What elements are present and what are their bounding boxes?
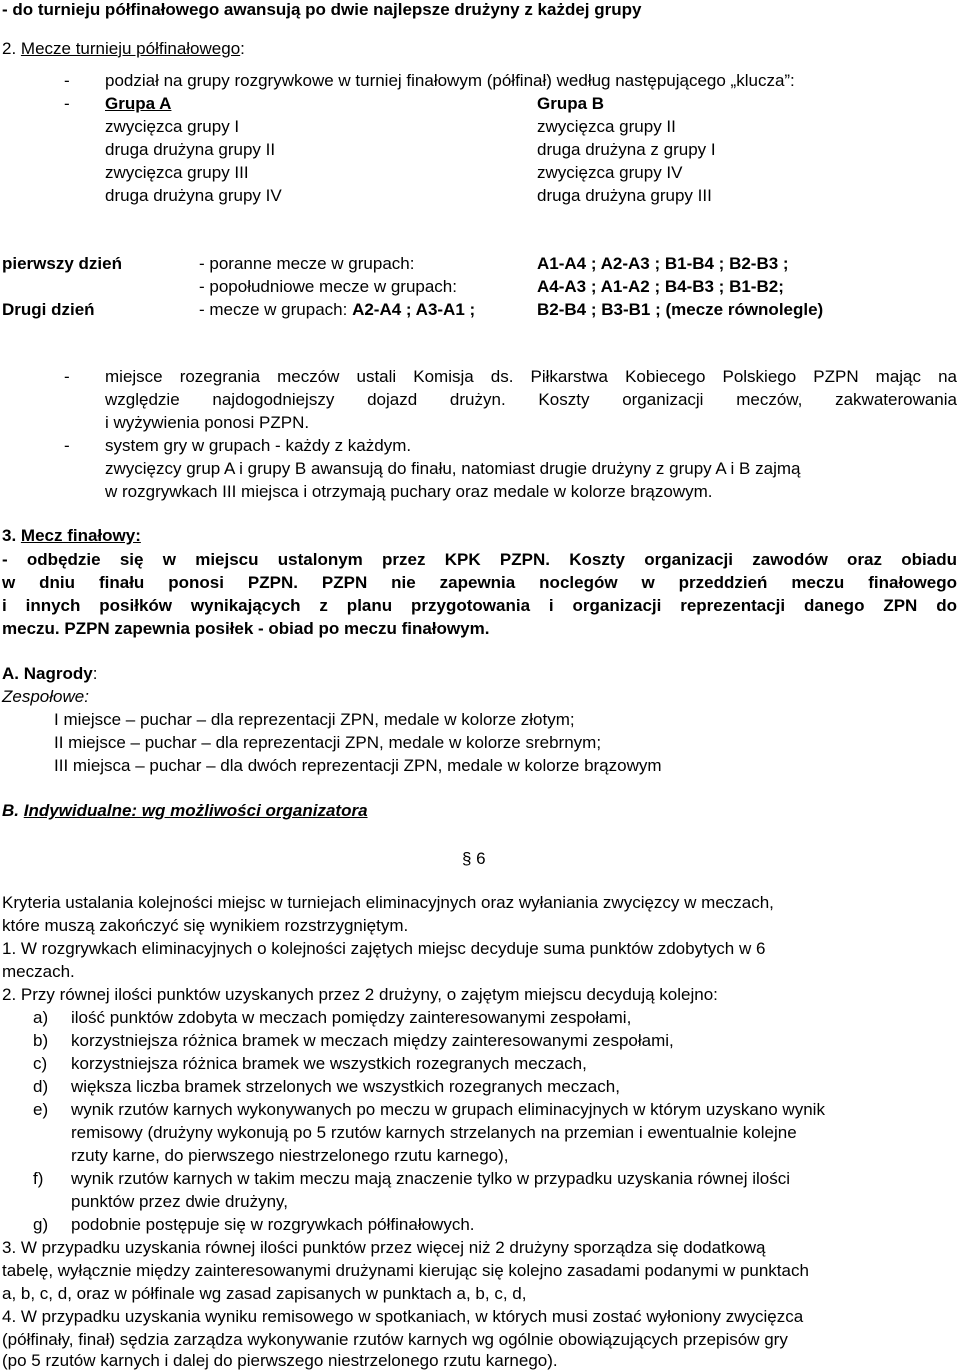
criteria-point-1: 1. W rozgrywkach eliminacyjnych o kolejności zajętych miejsc decyduje suma punktów zdobytych w 6 [2,939,766,958]
individual-prizes-heading [2,800,368,822]
venue-line: miejsce rozegrania meczów ustali Komisja ds. Piłkarstwa Kobiecego Polskiego PZPN mając na [105,367,957,386]
section-2-number: 2. [2,39,21,58]
criteria-intro: Kryteria ustalania kolejności miejsc w turniejach eliminacyjnych oraz wyłaniania zwycięzcy w meczach, [2,893,774,912]
group-a-item: druga drużyna grupy II [105,140,276,159]
lead-dash: - [64,71,70,90]
criteria-point-4: (półfinały, finał) sędzia zarządza wykonywanie rzutów karnych wg ogólnie obowiązujących przepisów gry [2,1330,788,1349]
prizes-heading [2,663,97,685]
criteria-item-label: d) [33,1077,49,1096]
day2-prefix: - mecze w grupach: [199,300,353,319]
afternoon-label: - popołudniowe mecze w grupach: [199,277,457,296]
section-3-number: 3. [2,526,21,545]
individual-prizes-number: B. [2,801,24,820]
group-a-title: Grupa A [105,94,172,113]
section-2-title: Mecze turnieju półfinałowego [20,39,241,58]
system-dash: - [64,436,70,455]
afternoon-games: A4-A3 ; A1-A2 ; B4-B3 ; B1-B2; [537,277,784,296]
criteria-item-text: ilość punktów zdobyta w meczach pomiędzy zainteresowanymi zespołami, [71,1008,632,1027]
criteria-item-text: wynik rzutów karnych wykonywanych po meczu w grupach eliminacyjnych w którym uzyskano wynik [71,1100,825,1119]
criteria-item-label: b) [33,1031,49,1050]
section-2-heading [2,38,245,60]
advance-line: zwycięzcy grup A i grupy B awansują do finału, natomiast drugie drużyny z grupy A i B zajmą [105,459,801,478]
prize-item: I miejsce – puchar – dla reprezentacji ZPN, medale w kolorze złotym; [54,710,575,729]
criteria-item-text: remisowy (drużyny wykonują po 5 rzutów karnych strzelanych na przemian i ewentualnie kolejne [71,1123,797,1142]
section-3-heading [2,525,141,547]
criteria-point-1: meczach. [2,962,75,981]
prize-item: II miejsce – puchar – dla reprezentacji ZPN, medale w kolorze srebrnym; [54,733,602,752]
criteria-item-text: korzystniejsza różnica bramek we wszystkich rozegranych meczach, [71,1054,587,1073]
venue-line: i wyżywienia ponosi PZPN. [105,413,310,432]
criteria-item-text: punktów przez dwie drużyny, [71,1192,289,1211]
day1-label: pierwszy dzień [2,254,122,273]
prizes-number: A. [2,664,24,683]
individual-prizes-title: Indywidualne: wg możliwości organizatora [23,801,368,820]
criteria-item-text: podobnie postępuje się w rozgrywkach półfinałowych. [71,1215,475,1234]
criteria-intro: które muszą zakończyć się wynikiem rozstrzygniętym. [2,916,409,935]
group-b-title: Grupa B [537,94,605,113]
criteria-point-4: 4. W przypadku uzyskania wyniku remisowego w spotkaniach, w których musi zostać wyłoniony zwycięzca [2,1307,804,1326]
criteria-point-4: (po 5 rzutów karnych i dalej do pierwszego niestrzelonego rzutu karnego). [2,1351,558,1370]
team-prizes-label: Zespołowe: [2,687,89,706]
group-a-item: zwycięzca grupy I [105,117,240,136]
section-mark: § 6 [462,849,486,868]
section-3-title: Mecz finałowy: [20,526,141,545]
intro-line: - do turnieju półfinałowego awansują po dwie najlepsze drużyny z każdej grupy [2,0,642,19]
group-a-item: druga drużyna grupy IV [105,186,282,205]
prizes-title-tail: : [92,664,98,683]
criteria-point-3: tabelę, wyłącznie między zainteresowanymi drużynami kierując się kolejno zasadami podanymi w punktach [2,1261,809,1280]
day2-games-a: A2-A4 ; A3-A1 ; [352,300,476,319]
advance-line: w rozgrywkach III miejsca i otrzymają puchary oraz medale w kolorze brązowym. [105,482,713,501]
group-b-item: druga drużyna z grupy I [537,140,716,159]
criteria-item-label: e) [33,1100,49,1119]
criteria-item-label: a) [33,1008,49,1027]
group-b-item: zwycięzca grupy IV [537,163,683,182]
day2-games-b: B2-B4 ; B3-B1 ; (mecze równolegle) [537,300,824,319]
criteria-point-2: 2. Przy równej ilości punktów uzyskanych przez 2 drużyny, o zajętym miejscu decydują kolejno: [2,985,718,1004]
day2-label: Drugi dzień [2,300,95,319]
group-dash: - [64,94,70,113]
system-text: system gry w grupach - każdy z każdym. [105,436,412,455]
criteria-item-text: wynik rzutów karnych w takim meczu mają znaczenie tylko w przypadku uzyskania równej ilości [71,1169,790,1188]
final-line: - odbędzie się w miejscu ustalonym przez KPK PZPN. Koszty organizacji zawodów oraz obiadu [2,550,957,569]
final-line: i innych posiłków wynikających z planu przygotowania i organizacji reprezentacji danego ZPN do [2,596,957,615]
venue-line: względzie najdogodniejszy dojazd drużyn. Koszty organizacji meczów, zakwaterowania [105,390,957,409]
group-b-item: zwycięzca grupy II [537,117,676,136]
criteria-item-label: c) [33,1054,48,1073]
venue-dash: - [64,367,70,386]
morning-label: - poranne mecze w grupach: [199,254,415,273]
lead-text: podział na grupy rozgrywkowe w turniej finałowym (półfinał) według następującego „klucza”: [105,71,795,90]
criteria-item-label: f) [33,1169,44,1188]
criteria-item-text: rzuty karne, do pierwszego niestrzelonego rzutu karnego), [71,1146,509,1165]
criteria-point-3: 3. W przypadku uzyskania równej ilości punktów przez więcej niż 2 drużyny sporządza się dodatkową [2,1238,766,1257]
prizes-title: Nagrody [23,664,93,683]
group-a-item: zwycięzca grupy III [105,163,249,182]
criteria-item-label: g) [33,1215,49,1234]
day2-games-line [199,299,475,321]
section-2-title-tail: : [240,39,245,58]
morning-games: A1-A4 ; A2-A3 ; B1-B4 ; B2-B3 ; [537,254,789,273]
final-line: meczu. PZPN zapewnia posiłek - obiad po meczu finałowym. [2,619,490,638]
criteria-point-3: a, b, c, d, oraz w półfinale wg zasad zapisanych w punktach a, b, c, d, [2,1284,527,1303]
final-line: w dniu finału ponosi PZPN. PZPN nie zapewnia noclegów w przeddzień meczu finałowego [2,573,957,592]
prize-item: III miejsca – puchar – dla dwóch reprezentacji ZPN, medale w kolorze brązowym [54,756,662,775]
group-b-item: druga drużyna grupy III [537,186,712,205]
criteria-item-text: większa liczba bramek strzelonych we wszystkich rozegranych meczach, [71,1077,620,1096]
criteria-item-text: korzystniejsza różnica bramek w meczach między zainteresowanymi zespołami, [71,1031,674,1050]
